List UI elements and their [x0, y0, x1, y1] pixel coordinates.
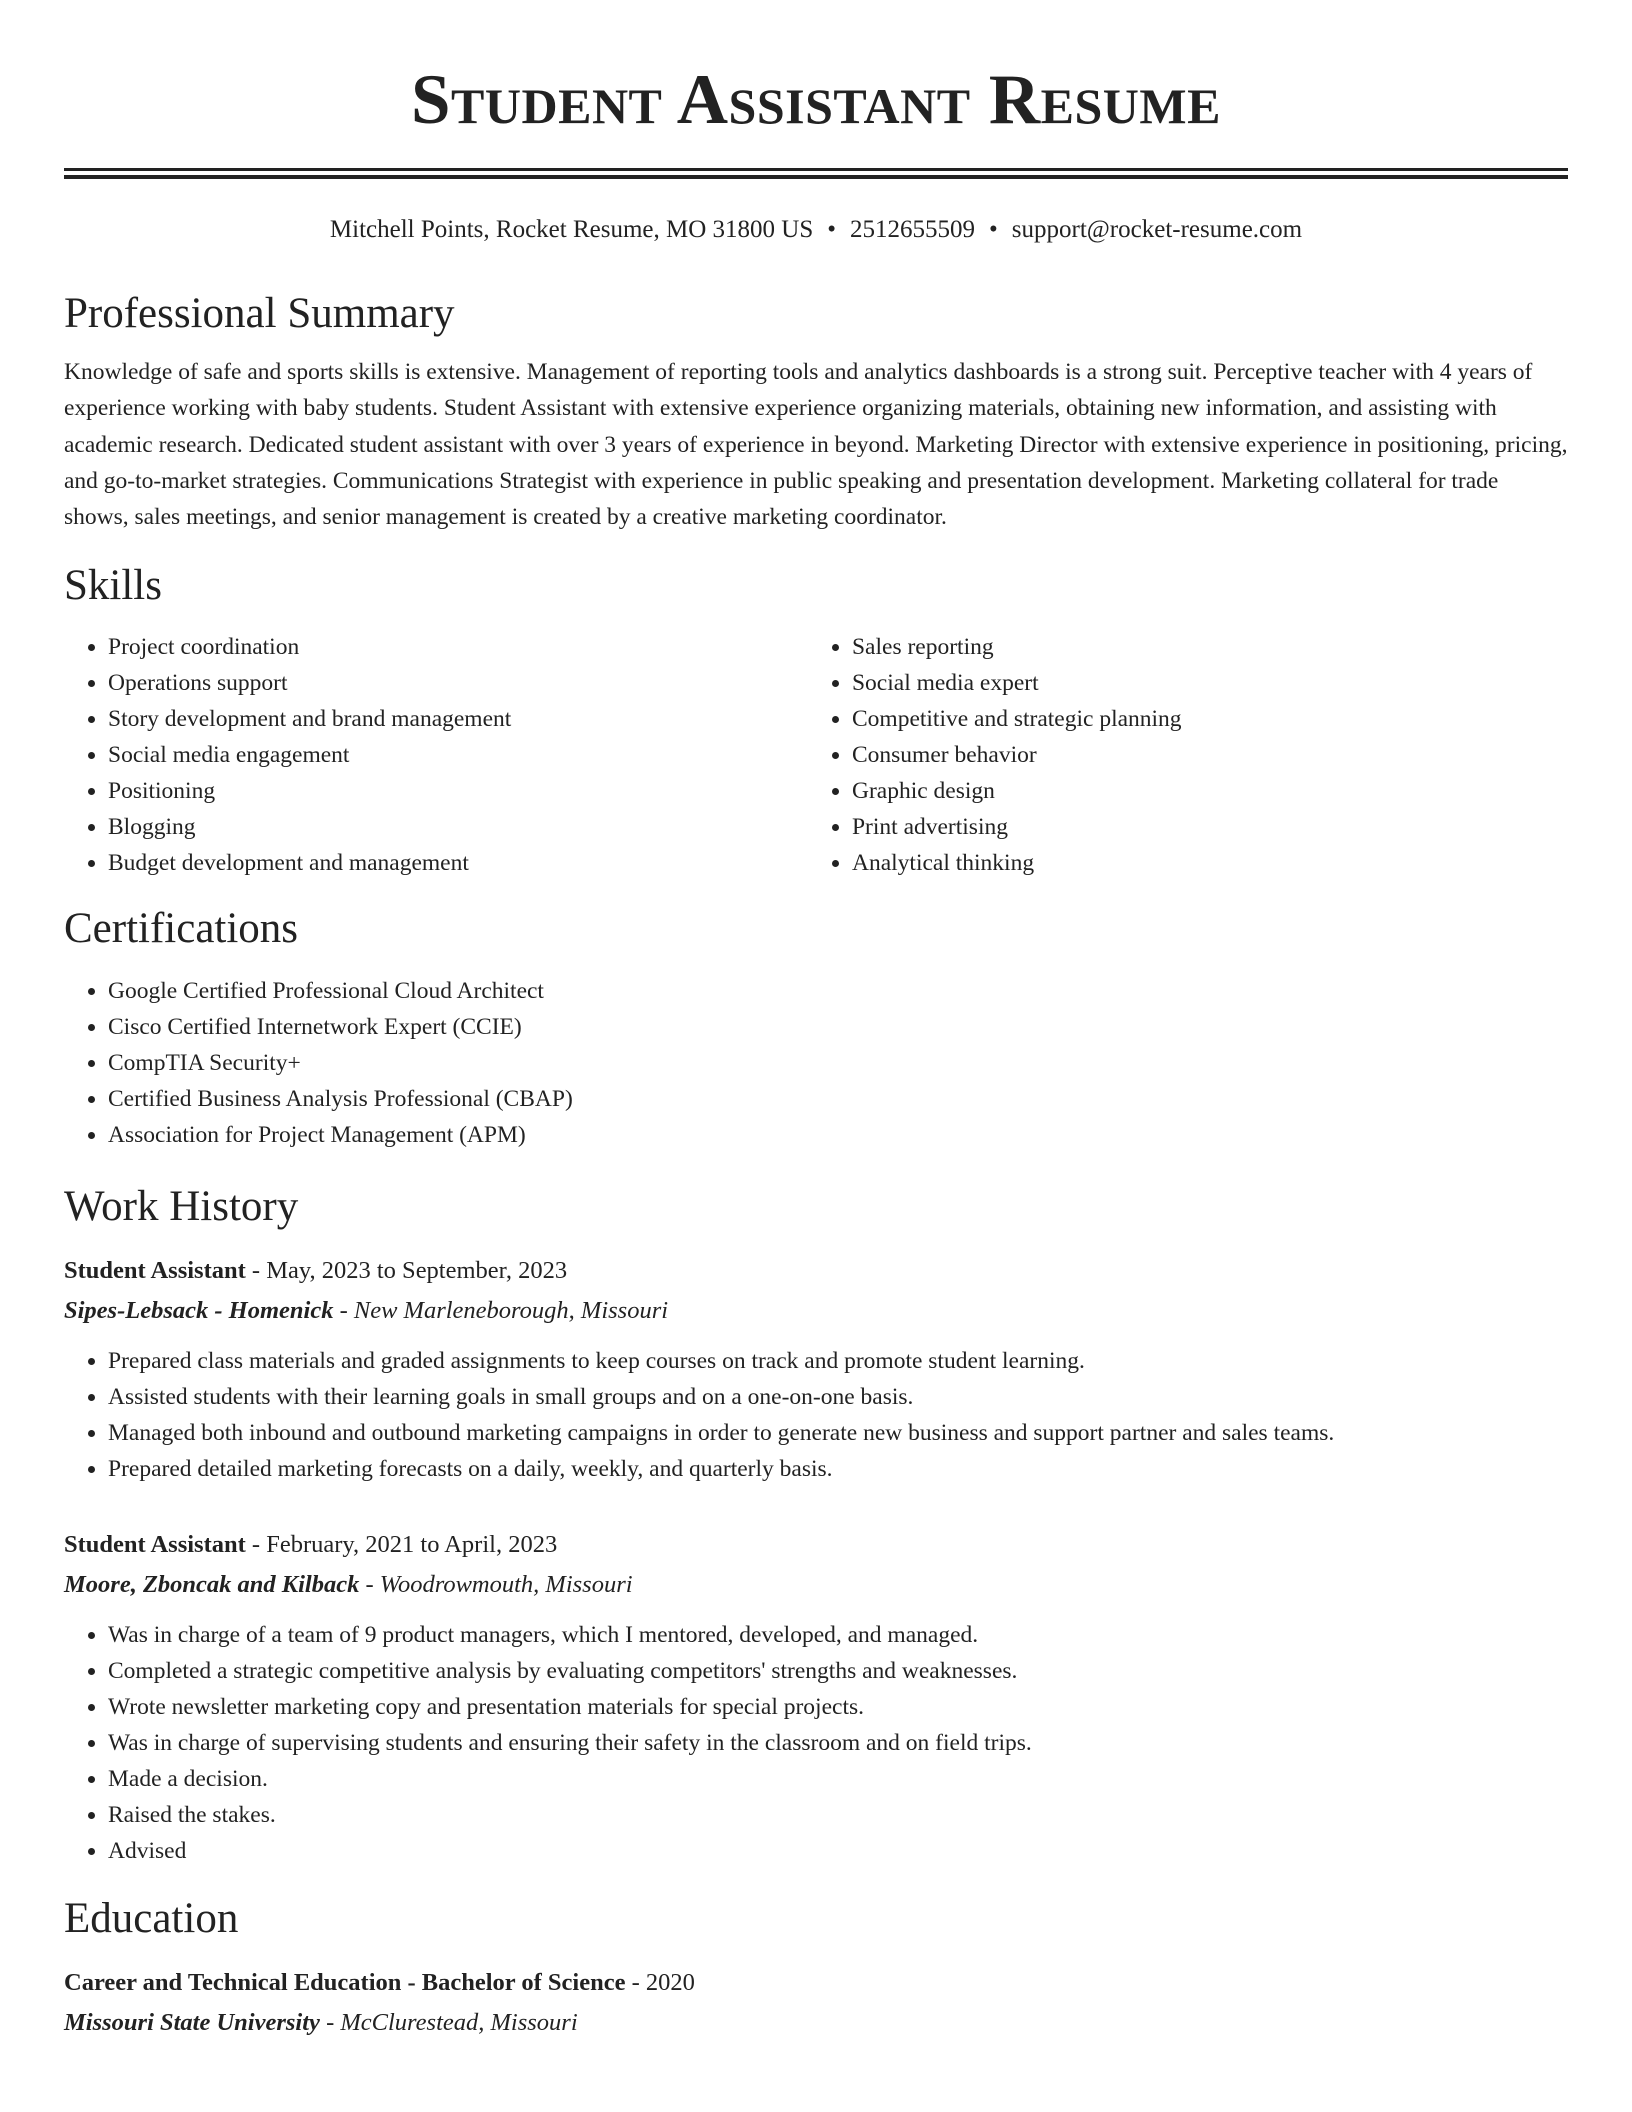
skill-item: • Consumer behavior [852, 737, 1568, 773]
job-bullet-list [64, 1343, 1568, 1487]
job-bullet: • Raised the stakes. [108, 1797, 1568, 1833]
certifications-list [64, 973, 1568, 1153]
skill-item: • Story development and brand management [108, 701, 808, 737]
job-title: Student Assistant [64, 1531, 246, 1559]
job-dash: - [333, 1297, 354, 1325]
job-bullet: • Prepared detailed marketing forecasts on a daily, weekly, and quarterly basis. [108, 1451, 1568, 1487]
job-dash: - [245, 1531, 267, 1559]
contact-email: support@rocket-resume.com [1011, 216, 1303, 243]
skills-heading: Skills [64, 562, 162, 610]
certification-item: • Cisco Certified Internetwork Expert (CCIE) [108, 1009, 1568, 1045]
contact-separator: • [989, 216, 998, 243]
education-location: McClurestead, Missouri [340, 2009, 578, 2037]
skill-item: • Social media engagement [108, 737, 808, 773]
job-location: Woodrowmouth, Missouri [379, 1571, 633, 1599]
skill-item: • Budget development and management [108, 845, 808, 881]
skill-item: • Competitive and strategic planning [852, 701, 1568, 737]
skill-item: • Social media expert [852, 665, 1568, 701]
education-school-line [64, 2003, 1568, 2043]
certification-item: • Certified Business Analysis Professional (CBAP) [108, 1081, 1568, 1117]
education-year: 2020 [645, 1969, 695, 1997]
certification-item: • CompTIA Security+ [108, 1045, 1568, 1081]
skill-item: • Graphic design [852, 773, 1568, 809]
skill-item: • Operations support [108, 665, 808, 701]
education-dash: - [625, 1969, 646, 1997]
title-divider [64, 168, 1568, 179]
education-school: Missouri State University [64, 2009, 320, 2037]
skill-item: • Print advertising [852, 809, 1568, 845]
job-bullet: • Advised [108, 1833, 1568, 1869]
job-bullet: • Assisted students with their learning goals in small groups and on a one-on-one basis. [108, 1379, 1568, 1415]
job-bullet: • Wrote newsletter marketing copy and presentation materials for special projects. [108, 1689, 1568, 1725]
job-company: Moore, Zboncak and Kilback [64, 1571, 360, 1599]
education-degree: Career and Technical Education - Bachelor of Science [64, 1969, 626, 1997]
job-dash: - [359, 1571, 380, 1599]
job-title-line [64, 1251, 1568, 1291]
page-title: Student Assistant Resume [411, 61, 1221, 139]
summary-heading: Professional Summary [64, 290, 455, 337]
skill-item: • Sales reporting [852, 629, 1568, 665]
job-bullet: • Managed both inbound and outbound marketing campaigns in order to generate new business and support partner and sales teams. [108, 1415, 1568, 1451]
job-bullet: • Was in charge of a team of 9 product managers, which I mentored, developed, and managed. [108, 1617, 1568, 1653]
contact-line [64, 214, 1568, 246]
education-dash: - [319, 2009, 341, 2037]
job-title: Student Assistant [64, 1257, 246, 1285]
job-bullet: • Prepared class materials and graded assignments to keep courses on track and promote student learning. [108, 1343, 1568, 1379]
job-bullet-list [64, 1617, 1568, 1869]
skill-item: • Blogging [108, 809, 808, 845]
education-heading: Education [64, 1895, 239, 1943]
skill-item: • Analytical thinking [852, 845, 1568, 881]
certification-item: • Association for Project Management (APM) [108, 1117, 1568, 1153]
job-company-line [64, 1291, 1568, 1331]
job-company: Sipes-Lebsack - Homenick [64, 1297, 334, 1325]
job-dash: - [245, 1257, 267, 1285]
job-company-line [64, 1565, 1568, 1605]
education-degree-line [64, 1963, 1568, 2003]
skills-columns [64, 629, 1568, 881]
job-entry [64, 1525, 1568, 1869]
job-title-line [64, 1525, 1568, 1565]
job-entry [64, 1251, 1568, 1487]
job-bullet: • Was in charge of supervising students and ensuring their safety in the classroom and on field trips. [108, 1725, 1568, 1761]
skills-list-left [64, 629, 808, 881]
certifications-heading: Certifications [64, 905, 299, 953]
contact-address: Mitchell Points, Rocket Resume, MO 31800 US [329, 216, 814, 243]
job-bullet: • Made a decision. [108, 1761, 1568, 1797]
contact-separator: • [827, 216, 837, 243]
summary-text: Knowledge of safe and sports skills is extensive. Management of reporting tools and analytics dashboards is a strong suit. Perceptive teacher with 4 years of experience working with baby students. Student Assistant with extensive experience organizing materials, obtaining new information, and assisting with academic research. Dedicated student assistant with over 3 years of experience in beyond. Marketing Director with extensive experience in positioning, pricing, and go-to-market strategies. Communications Strategist with experience in public speaking and presentation development. Marketing collateral for trade shows, sales meetings, and senior management is created by a creative marketing coordinator. [64, 359, 1568, 531]
skills-list-right [808, 629, 1568, 881]
job-dates: February, 2021 to April, 2023 [266, 1531, 558, 1559]
contact-phone: 2512655509 [850, 216, 976, 243]
certification-item: • Google Certified Professional Cloud Architect [108, 973, 1568, 1009]
work-history-heading: Work History [64, 1183, 299, 1231]
skill-item: • Positioning [108, 773, 808, 809]
job-bullet: • Completed a strategic competitive analysis by evaluating competitors' strengths and weaknesses. [108, 1653, 1568, 1689]
skill-item: • Project coordination [108, 629, 808, 665]
job-dates: May, 2023 to September, 2023 [266, 1257, 568, 1285]
job-location: New Marleneborough, Missouri [353, 1297, 669, 1325]
